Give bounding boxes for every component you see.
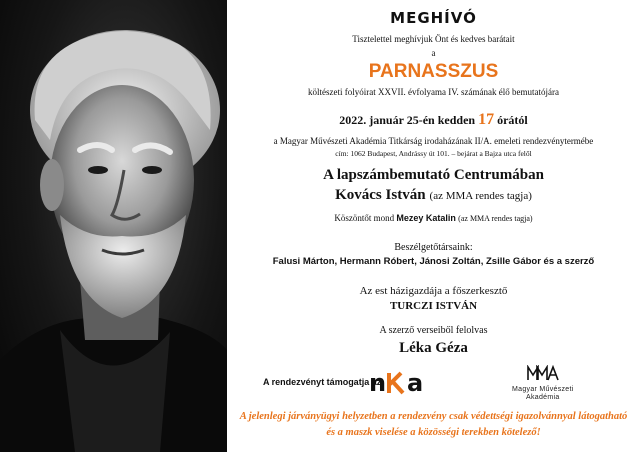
nka-logo-mark	[369, 369, 431, 397]
event-hour: 17	[478, 111, 495, 128]
event-address: cím: 1062 Budapest, Andrássy út 101. – bejárat a Bajza utca felől	[335, 149, 532, 158]
mma-logo-line2: Akadémia	[526, 394, 560, 401]
journal-description: költészeti folyóirat XXVII. évfolyama IV. számának élő bemutatójára	[308, 87, 559, 97]
event-date-suffix: órától	[497, 113, 528, 127]
reader-label: A szerző verseiből felolvas	[379, 325, 488, 336]
welcome-line	[227, 213, 640, 223]
host-name: TURCZI ISTVÁN	[389, 300, 478, 312]
welcome-name: Mezey Katalin	[396, 213, 456, 223]
mma-logo-mark	[526, 365, 560, 381]
event-venue: a Magyar Művészeti Akadémia Titkárság irodaházának II/A. emeleti rendezvénytermébe	[273, 136, 594, 146]
portrait-illustration	[0, 0, 227, 452]
partners-label: Beszélgetőtársaink:	[394, 242, 473, 253]
reader-name: Léka Géza	[399, 340, 468, 356]
invitation-heading: MEGHÍVÓ	[390, 9, 477, 27]
nka-logo	[369, 369, 431, 402]
sponsor-label: A rendezvényt támogatja az	[263, 377, 382, 387]
guest-name: Kovács István	[335, 187, 426, 203]
featured-guest	[227, 186, 640, 204]
sponsors-row	[227, 365, 640, 403]
series-title: A lapszámbemutató Centrumában	[323, 167, 544, 183]
health-notice-line1: A jelenlegi járványügyi helyzetben a rendezvény csak védettségi igazolvánnyal látogatható	[239, 411, 628, 422]
event-date-prefix: 2022. január 25-én kedden	[339, 113, 476, 127]
mma-logo-line1: Magyar Művészeti	[512, 386, 574, 393]
greeting-line: Tisztelettel meghívjuk Önt és kedves barátait	[352, 34, 515, 44]
host-label: Az est házigazdája a főszerkesztő	[359, 285, 508, 297]
mma-logo	[512, 365, 574, 402]
author-portrait-photo	[0, 0, 227, 452]
event-date	[227, 111, 640, 129]
partners-list: Falusi Márton, Hermann Róbert, Jánosi Zoltán, Zsille Gábor és a szerző	[272, 256, 595, 267]
journal-name: PARNASSZUS	[368, 61, 499, 82]
health-notice-line2: és a maszk viselése a közösségi terekben kötelező!	[326, 427, 541, 438]
svg-text:a: a	[407, 369, 424, 397]
welcome-note: (az MMA rendes tagja)	[458, 214, 533, 223]
welcome-prefix: Köszöntőt mond	[334, 213, 395, 223]
guest-note: (az MMA rendes tagja)	[429, 190, 532, 202]
invitation-content	[227, 0, 640, 452]
greeting-connector: a	[431, 48, 436, 58]
svg-text:n: n	[369, 369, 388, 397]
